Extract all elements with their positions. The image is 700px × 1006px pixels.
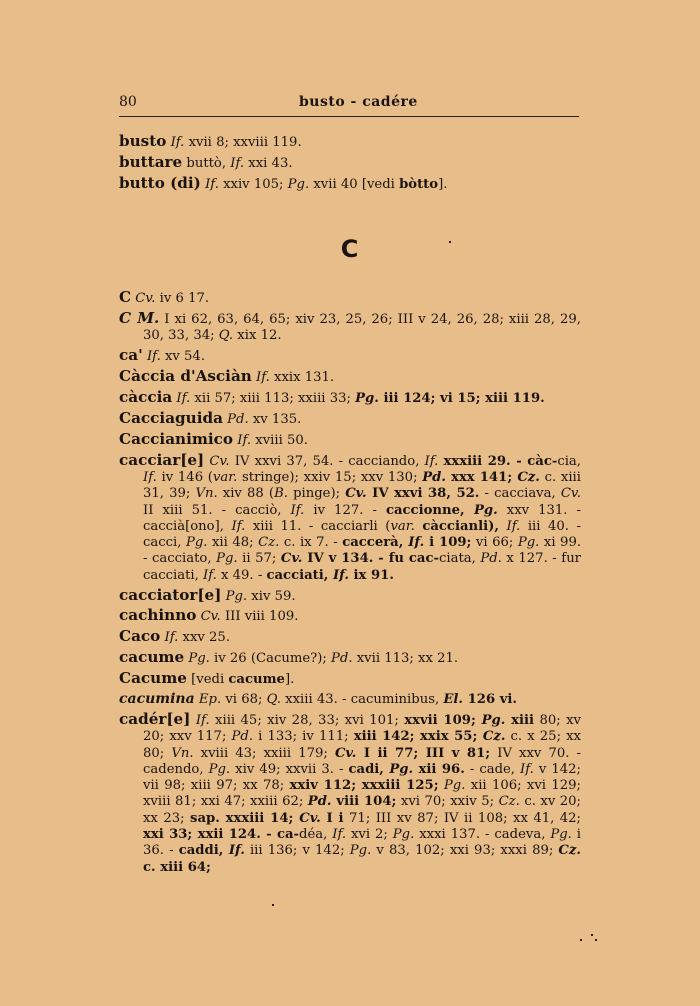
entry-citations: If. xii 57; xiii 113; xxiii 33; Pg. iii 124; vi 15; xiii 119. (176, 390, 545, 406)
dictionary-entry (119, 175, 581, 193)
dictionary-entry (119, 410, 581, 428)
entry-headword: cacciator[e] (119, 585, 222, 604)
dictionary-entry (119, 607, 581, 625)
entry-headword: Càccia d'Asciàn (119, 367, 252, 386)
speck-mark (449, 241, 451, 243)
entry-citations: Pd. xv 135. (227, 411, 302, 427)
entry-headword: Cacciaguida (119, 408, 223, 427)
entry-citations: If. xxiv 105; Pg. xvii 40 [vedi bòtto]. (205, 176, 448, 192)
entry-citations: If. xiii 45; xiv 28, 33; xvi 101; xxvii 109; Pg. xiii 80; xv 20; xxv 117; Pd. i 133; iv 111; xiii 142; xxix 55; Cz. c. x 25; xx 80; Vn. xviii 43; xxiii 179; Cv. I ii 77; III v 81; IV xxv 70. - cadendo, Pg. xiv 49; xxvii 3. - cadi, Pg. xii 96. - cade, If. v 142; vii 98; xiii 97; xx 78; xxiv 112; xxxiii 125; Pg. xii 106; xvi 129; xviii 81; xxi 47; xxiii 62; Pd. viii 104; xvi 70; xxiv 5; Cz. c. xv 20; xx 23; sap. xxxiii 14; Cv. I i 71; III xv 87; IV ii 108; xx 41, 42; xxi 33; xxii 124. - ca-déa, If. xvi 2; Pg. xxxi 137. - cadeva, Pg. i 36. - caddi, If. iii 136; v 142; Pg. v 83, 102; xxi 93; xxxi 89; Cz. c. xiii 64; (143, 712, 582, 875)
dictionary-entry (119, 691, 581, 708)
dictionary-entry (119, 431, 581, 449)
entry-citations: If. xviii 50. (237, 432, 308, 448)
entry-headword: cacumina (119, 691, 195, 708)
dictionary-entry (119, 154, 581, 172)
entry-headword: butto (di) (119, 173, 201, 192)
dictionary-entry (119, 628, 581, 646)
dictionary-entry (119, 452, 581, 584)
entry-citations: If. xxix 131. (256, 370, 335, 386)
entry-headword: càccia (119, 387, 173, 406)
speck-mark (272, 904, 274, 906)
running-head: busto - cadére (299, 94, 418, 110)
page-header (119, 92, 579, 117)
dictionary-entry (119, 368, 581, 386)
entry-citations: [vedi cacume]. (186, 672, 295, 688)
entry-citations: If. xv 54. (146, 349, 206, 365)
speck-mark (595, 939, 597, 941)
entry-citations: If. xvii 8; xxviii 119. (170, 135, 302, 150)
entry-citations: Cv. IV xxvi 37, 54. - cacciando, If. xxxiii 29. - càc-cia, If. iv 146 (var. stringe); xxiv 15; xxv 130; Pd. xxx 141; Cz. c. xiii 31, 39; Vn. xiv 88 (B. pinge); Cv. IV xxvi 38, 52. - cacciava, Cv. II xiii 51. - cacciò, If. iv 127. - caccionne, Pg. xxv 131. - caccià[ono], If. xiii 11. - cacciarli (var. càccianli), If. iii 40. - cacci, Pg. xii 48; Cz. c. ix 7. - caccerà, If. i 109; vi 66; Pg. xi 99. - cacciato, Pg. ii 57; Cv. IV v 134. - fu cac-ciata, Pd. x 127. - fur cacciati, If. x 49. - cacciati, If. ix 91. (143, 453, 582, 583)
dictionary-entry (119, 347, 581, 365)
entry-citations: Pg. xiv 59. (225, 588, 296, 604)
entry-citations: Ep. vi 68; Q. xxiii 43. - cacuminibus, El. 126 vi. (198, 692, 517, 708)
speck-mark (580, 939, 582, 941)
entries-after-section (119, 289, 581, 876)
entry-headword: Caco (119, 627, 161, 646)
section-letter: C (340, 235, 360, 264)
entry-headword: buttare (119, 152, 183, 171)
entry-headword: Cacume (119, 669, 187, 688)
dictionary-entry (119, 649, 581, 667)
dictionary-entry (119, 389, 581, 407)
entry-headword: ca' (119, 346, 143, 365)
entries-before-section (119, 133, 581, 193)
entry-citations: I xi 62, 63, 64, 65; xiv 23, 25, 26; III v 24, 26, 28; xiii 28, 29, 30, 33, 34; Q. xix 12. (143, 311, 581, 344)
dictionary-entry (119, 670, 581, 688)
entry-headword: Caccianimico (119, 429, 234, 448)
dictionary-entry (119, 289, 581, 307)
entry-headword: busto (119, 132, 167, 150)
entry-headword: C M. (119, 308, 160, 327)
entries-column (119, 133, 581, 878)
entry-headword: cacciar[e] (119, 450, 205, 469)
page-number: 80 (119, 94, 137, 110)
dictionary-entry (119, 587, 581, 605)
entry-headword: cadér[e] (119, 709, 191, 728)
entry-citations: Cv. iv 6 17. (135, 291, 210, 307)
speck-mark (591, 934, 593, 936)
entry-headword: cachinno (119, 606, 197, 625)
dictionary-entry (119, 711, 581, 876)
entry-citations: If. xxv 25. (164, 630, 231, 646)
entry-headword: cacume (119, 648, 185, 667)
entry-headword: C (119, 288, 132, 307)
entry-citations: Pg. iv 26 (Cacume?); Pd. xvii 113; xx 21. (188, 651, 459, 667)
dictionary-entry (119, 310, 581, 345)
dictionary-entry (119, 133, 581, 151)
entry-citations: Cv. III viii 109. (200, 609, 299, 625)
entry-citations: buttò, If. xxi 43. (182, 155, 293, 171)
